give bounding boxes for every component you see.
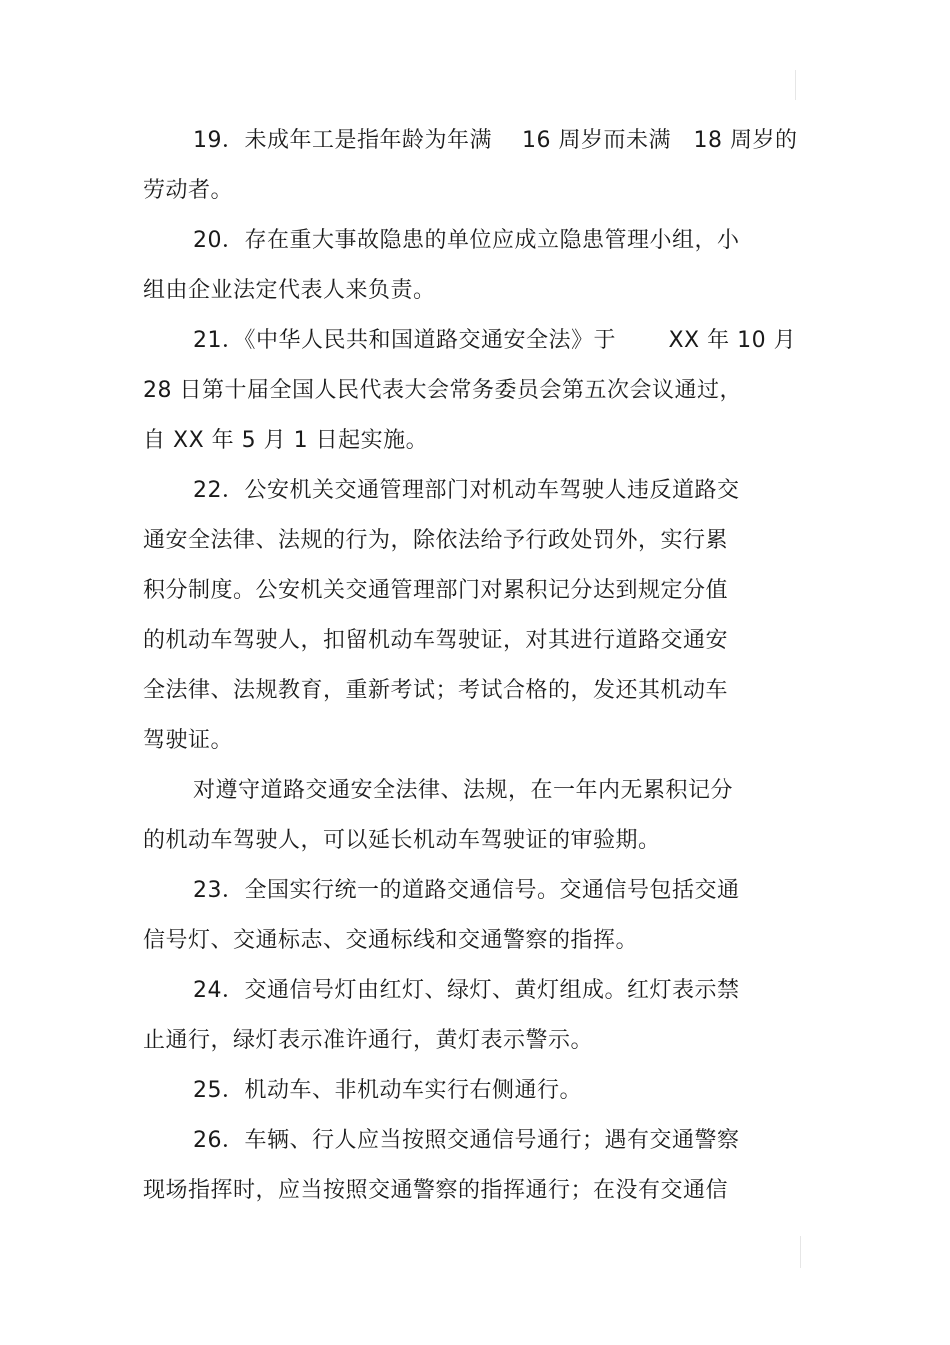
text-line: 自 XX 年 5 月 1 日起实施。 bbox=[143, 428, 429, 453]
page-edge-mark bbox=[800, 1236, 801, 1268]
text-line: 对遵守道路交通安全法律、法规，在一年内无累积记分 bbox=[193, 778, 734, 803]
page-edge-mark bbox=[795, 70, 796, 100]
text-line: 全法律、法规教育，重新考试；考试合格的，发还其机动车 bbox=[143, 678, 729, 703]
text-line: 26．车辆、行人应当按照交通信号通行；遇有交通警察 bbox=[193, 1128, 740, 1153]
text-line: 的机动车驾驶人，可以延长机动车驾驶证的审验期。 bbox=[143, 828, 661, 853]
text-line: 28 日第十届全国人民代表大会常务委员会第五次会议通过， bbox=[143, 378, 742, 403]
text-line: 23．全国实行统一的道路交通信号。交通信号包括交通 bbox=[193, 878, 740, 903]
text-line: 积分制度。公安机关交通管理部门对累积记分达到规定分值 bbox=[143, 578, 729, 603]
text-line: 劳动者。 bbox=[143, 178, 234, 203]
text-line: 25．机动车、非机动车实行右侧通行。 bbox=[193, 1078, 582, 1103]
document-body bbox=[143, 116, 808, 1216]
text-line: 通安全法律、法规的行为，除依法给予行政处罚外，实行累 bbox=[143, 528, 729, 553]
text-line: 20．存在重大事故隐患的单位应成立隐患管理小组，小 bbox=[193, 228, 740, 253]
text-line: 驾驶证。 bbox=[143, 728, 234, 753]
text-line: 现场指挥时，应当按照交通警察的指挥通行；在没有交通信 bbox=[143, 1178, 729, 1203]
text-line: 组由企业法定代表人来负责。 bbox=[143, 278, 436, 303]
text-line: 22．公安机关交通管理部门对机动车驾驶人违反道路交 bbox=[193, 478, 740, 503]
text-line: 24．交通信号灯由红灯、绿灯、黄灯组成。红灯表示禁 bbox=[193, 978, 740, 1003]
text-line: 信号灯、交通标志、交通标线和交通警察的指挥。 bbox=[143, 928, 639, 953]
text-line: 19．未成年工是指年龄为年满 16 周岁而未满 18 周岁的 bbox=[193, 128, 798, 153]
text-line: 止通行，绿灯表示准许通行，黄灯表示警示。 bbox=[143, 1028, 594, 1053]
text-line: 的机动车驾驶人，扣留机动车驾驶证，对其进行道路交通安 bbox=[143, 628, 729, 653]
text-line: 21．《中华人民共和国道路交通安全法》于 XX 年 10 月 bbox=[193, 328, 797, 353]
